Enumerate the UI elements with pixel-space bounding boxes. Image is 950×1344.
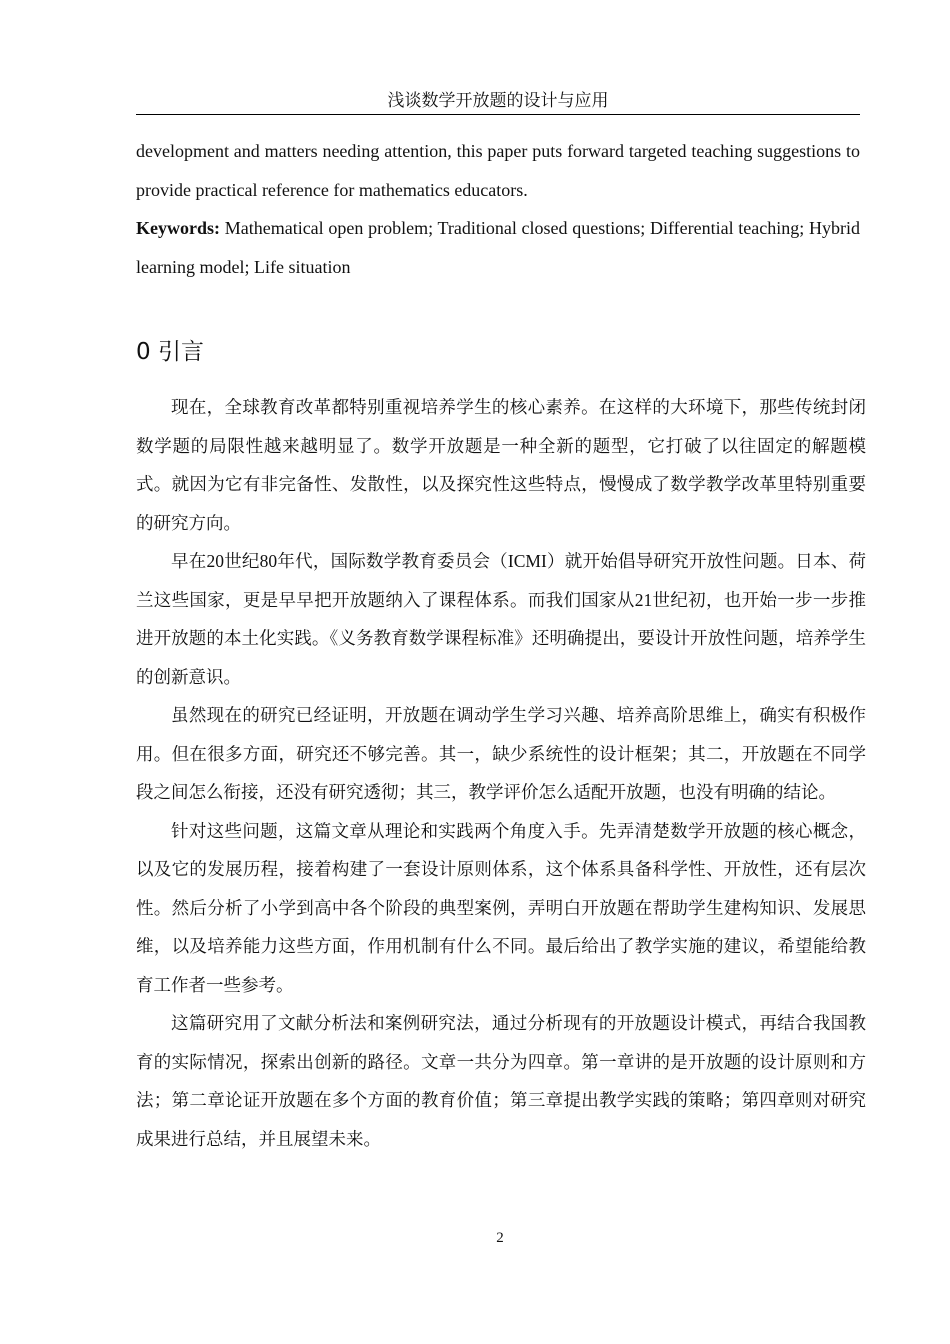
abstract-continuation: development and matters needing attention, this paper puts forward targeted teaching suggestions to provide practical reference for mathematics educators.: [136, 141, 860, 200]
section-heading: 0 引言: [136, 339, 204, 365]
paragraph: 这篇研究用了文献分析法和案例研究法，通过分析现有的开放题设计模式，再结合我国教育的实际情况，探索出创新的路径。文章一共分为四章。第一章讲的是开放题的设计原则和方法；第二章论证开放题在多个方面的教育价值；第三章提出教学实践的策略；第四章则对研究成果进行总结，并且展望未来。: [136, 1013, 866, 1149]
keywords-text: Mathematical open problem; Traditional closed questions; Differential teaching; Hybrid learning model; Life situation: [136, 218, 860, 277]
header-title: 浅谈数学开放题的设计与应用: [387, 91, 609, 110]
page-number: 2: [496, 1230, 504, 1246]
paragraph: 虽然现在的研究已经证明，开放题在调动学生学习兴趣、培养高阶思维上，确实有积极作用。但在很多方面，研究还不够完善。其一，缺少系统性的设计框架；其二，开放题在不同学段之间怎么衔接，还没有研究透彻；其三，教学评价怎么适配开放题，也没有明确的结论。: [136, 705, 866, 802]
paragraph: 针对这些问题，这篇文章从理论和实践两个角度入手。先弄清楚数学开放题的核心概念，以及它的发展历程，接着构建了一套设计原则体系，这个体系具备科学性、开放性，还有层次性。然后分析了小学到高中各个阶段的典型案例，弄明白开放题在帮助学生建构知识、发展思维，以及培养能力这些方面，作用机制有什么不同。最后给出了教学实施的建议，希望能给教育工作者一些参考。: [136, 820, 866, 995]
keywords-paragraph: [136, 209, 860, 286]
keywords-label: Keywords:: [136, 218, 220, 238]
paragraph: 早在20世纪80年代，国际数学教育委员会（ICMI）就开始倡导研究开放性问题。日本、荷兰这些国家，更是早早把开放题纳入了课程体系。而我们国家从21世纪初，也开始一步一步推进开放题的本土化实践。《义务教育数学课程标准》还明确提出，要设计开放性问题，培养学生的创新意识。: [136, 551, 866, 687]
abstract-section: [136, 132, 860, 286]
paragraph: 现在，全球教育改革都特别重视培养学生的核心素养。在这样的大环境下，那些传统封闭数学题的局限性越来越明显了。数学开放题是一种全新的题型，它打破了以往固定的解题模式。就因为它有非完备性、发散性，以及探究性这些特点，慢慢成了数学教学改革里特别重要的研究方向。: [136, 397, 866, 533]
running-header: [136, 88, 860, 115]
section-body: [136, 388, 866, 1158]
